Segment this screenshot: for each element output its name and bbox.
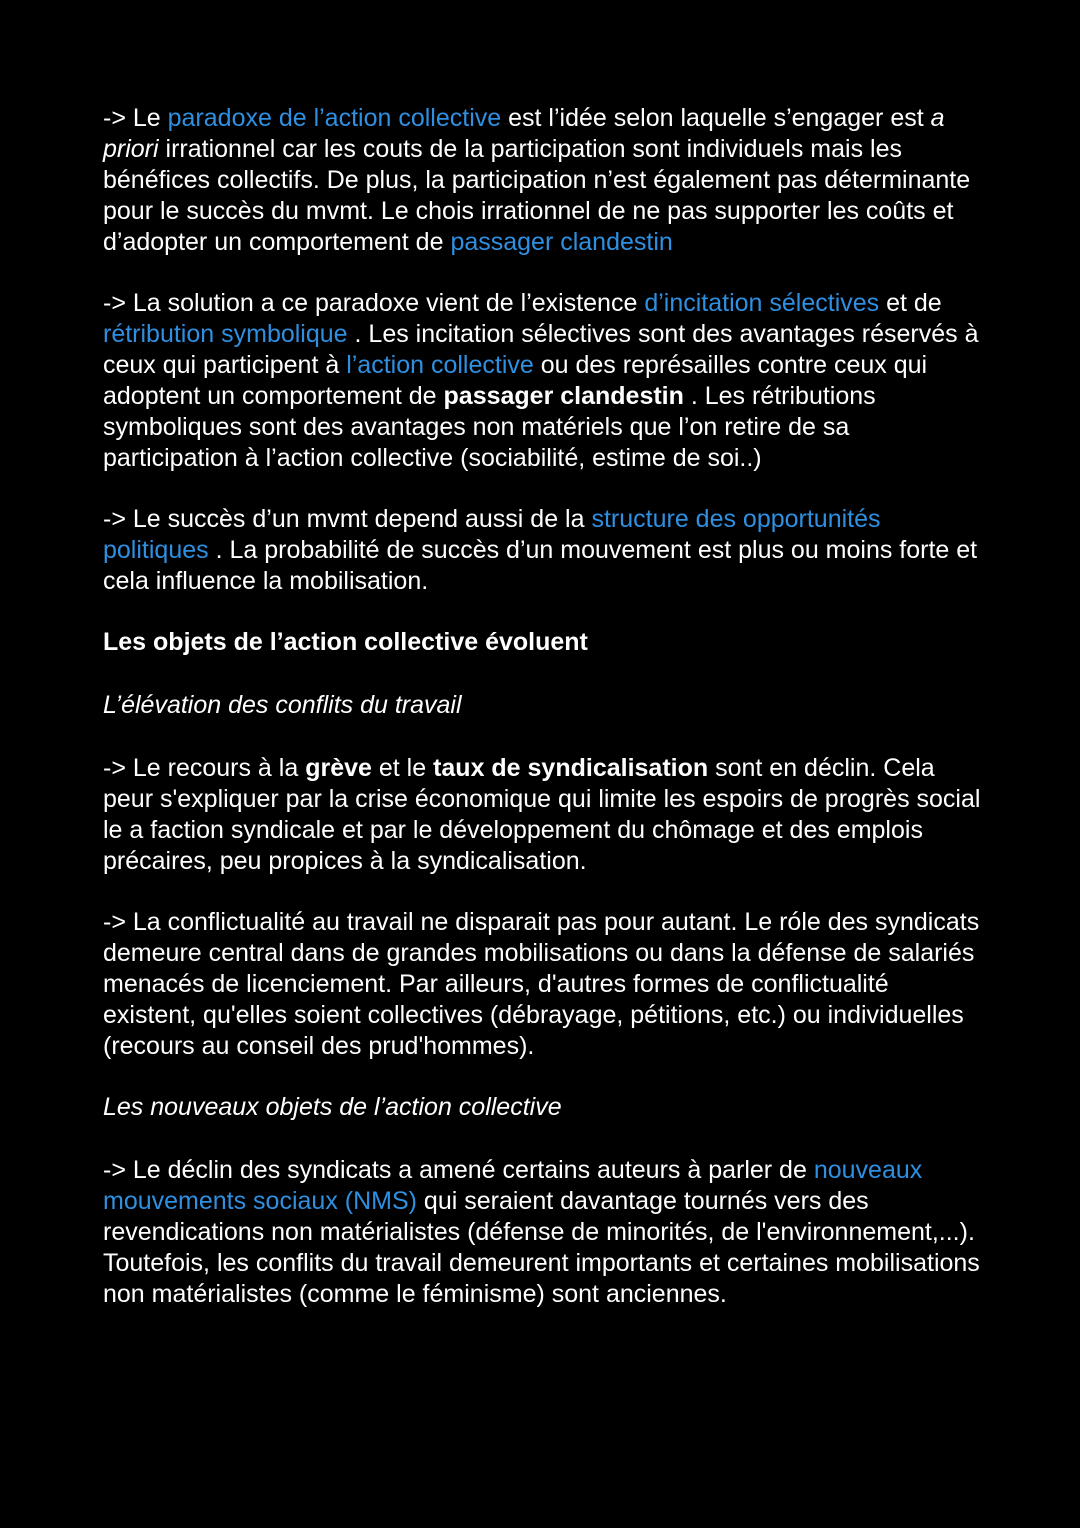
highlight-term: rétribution symbolique [103, 320, 348, 348]
highlight-term: structure des opportunités politiques [103, 505, 881, 564]
text-span: -> Le succès d’un mvmt depend aussi de la [103, 505, 592, 533]
paragraph-solution [103, 288, 983, 474]
highlight-term: passager clandestin [450, 228, 673, 256]
paragraph-paradoxe [103, 103, 983, 258]
paragraph-greve [103, 753, 983, 877]
text-span: -> La solution a ce paradoxe vient de l’existence [103, 289, 645, 317]
highlight-term: d’incitation sélectives [644, 289, 880, 317]
text-span: -> La conflictualité au travail ne disparait pas pour autant. Le róle des syndicats demeure central dans de grandes mobilisations ou dans la défense de salariés menacés de licenciement. Par ailleurs, d'autres formes de conflictualité existent, qu'elles soient collectives (débrayage, pétitions, etc.) ou individuelles (recours au conseil des prud'hommes). [103, 908, 980, 1060]
text-span: sont en déclin. Cela peur s'expliquer par la crise économique qui limite les espoirs de progrès social le a faction syndicale et par le développement du chômage et des emplois précaires, peu propices à la syndicalisation. [103, 754, 981, 875]
paragraph-conflictualite [103, 907, 983, 1062]
text-span: ou des représailles contre ceux qui adoptent un comportement de [103, 351, 928, 410]
text-span: -> Le déclin des syndicats a amené certains auteurs à parler de [103, 1156, 814, 1184]
text-span: -> Le recours à la [103, 754, 306, 782]
text-span: qui seraient davantage tournés vers des revendications non matérialistes (défense de minorités, de l'environnement,...). Toutefois, les conflits du travail demeurent importants et certaines mobilisations non matérialistes (comme le féminisme) sont anciennes. [103, 1187, 980, 1308]
document-body [103, 103, 983, 1340]
bold-term: taux de syndicalisation [433, 754, 709, 782]
text-span: irrationnel car les couts de la participation sont individuels mais les bénéfices collectifs. De plus, la participation n’est également pas déterminante pour le succès du mvmt. Le chois irrationnel de ne pas supporter les coûts et d’adopter un comportement de [103, 135, 971, 256]
highlight-term: paradoxe de l’action collective [167, 104, 502, 132]
text-span: . Les rétributions symboliques sont des avantages non matériels que l’on retire de sa participation à l’action collective (sociabilité, estime de soi..) [103, 382, 876, 472]
text-span: -> Le [103, 104, 168, 132]
section-heading: Les objets de l’action collective évoluent [103, 628, 588, 656]
highlight-term: l’action collective [346, 351, 534, 379]
highlight-term: nouveaux mouvements sociaux (NMS) [103, 1156, 923, 1215]
paragraph-succes [103, 504, 983, 597]
subheading-nouveaux-objets: Les nouveaux objets de l’action collective [103, 1093, 562, 1121]
bold-term: passager clandestin [443, 382, 684, 410]
italic-term: a priori [103, 104, 945, 163]
text-span: est l’idée selon laquelle s’engager est [501, 104, 931, 132]
text-span: et le [371, 754, 434, 782]
text-span: . La probabilité de succès d’un mouvement est plus ou moins forte et cela influence la mobilisation. [103, 536, 978, 595]
subheading-conflits-travail: L’élévation des conflits du travail [103, 691, 462, 719]
bold-term: grève [305, 754, 372, 782]
text-span: . Les incitation sélectives sont des avantages réservés à ceux qui participent à [103, 320, 979, 379]
text-span: et de [879, 289, 942, 317]
paragraph-nms [103, 1155, 983, 1310]
